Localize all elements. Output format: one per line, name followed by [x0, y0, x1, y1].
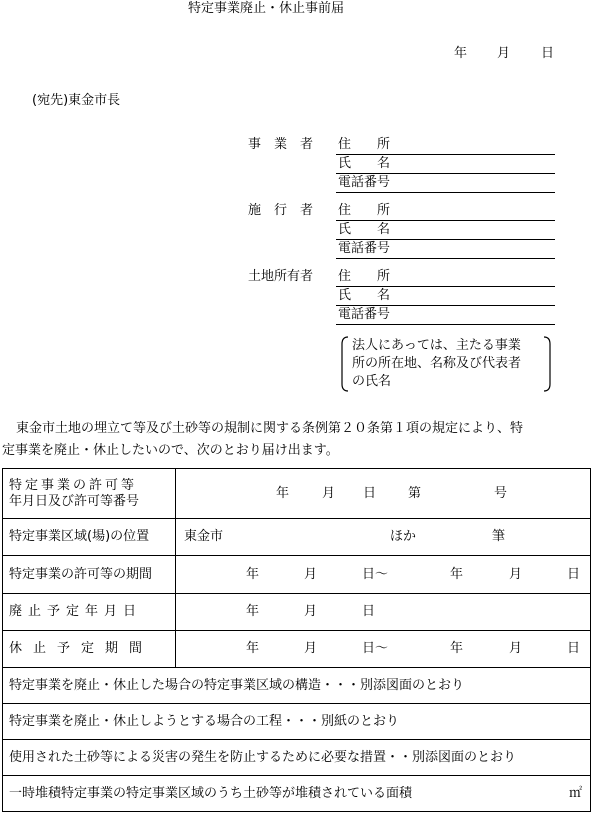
location-value-cell[interactable] [176, 519, 591, 556]
page-title: 特定事業廃止・休止事前届 [188, 1, 345, 16]
contractor-name-line [336, 239, 555, 240]
location-city: 東金市 [184, 529, 224, 544]
operator-address-label: 住 所 [338, 137, 391, 152]
suspend-end-day: 日 [567, 641, 581, 656]
location-hitsu: 筆 [492, 529, 506, 544]
suspend-row [3, 631, 591, 668]
operator-phone-line [336, 192, 555, 193]
operator-address-line [336, 154, 555, 155]
permit-label-line-1: 特定事業の許可等 [9, 477, 138, 493]
period-start-month: 月 [304, 566, 318, 582]
permit-label-cell [3, 469, 176, 519]
note-right-bracket [542, 336, 552, 392]
landowner-address-label: 住 所 [338, 269, 391, 284]
contractor-address-label: 住 所 [338, 203, 391, 218]
abolish-value-cell[interactable] [176, 594, 591, 631]
suspend-label-cell [3, 631, 176, 668]
landowner-name-label: 氏 名 [338, 288, 391, 303]
permit-year: 年 [276, 485, 290, 501]
process-row [3, 704, 591, 740]
contractor-phone-label: 電話番号 [338, 241, 391, 256]
abolish-label: 廃止予定年月日 [9, 604, 143, 619]
structure-row [3, 668, 591, 704]
location-row [3, 519, 591, 556]
abolish-row [3, 594, 591, 631]
period-row [3, 556, 591, 594]
suspend-start-month: 月 [304, 641, 318, 656]
note-line-2: 所の所在地、名称及び代表者 [352, 356, 522, 371]
period-end-month: 月 [509, 566, 523, 582]
contractor-name-label: 氏 名 [338, 222, 391, 237]
party-role-contractor: 施 行 者 [248, 203, 314, 218]
period-label-cell: 特定事業の許可等の期間 [3, 556, 176, 594]
note-left-bracket [340, 336, 350, 392]
suspend-start-day: 日～ [362, 641, 389, 656]
landowner-name-line [336, 305, 555, 306]
permit-label-line-2: 年月日及び許可等番号 [9, 493, 140, 509]
abolish-year: 年 [246, 604, 260, 619]
party-role-operator: 事 業 者 [248, 137, 314, 152]
note-line-1: 法人にあっては、主たる事業 [352, 338, 521, 353]
body-text-line-1: 東金市土地の埋立て等及び土砂等の規制に関する条例第２０条第１項の規定により、特 [16, 421, 524, 436]
date-year: 年 [454, 46, 468, 61]
abolish-day: 日 [362, 604, 376, 619]
suspend-start-year: 年 [246, 641, 260, 656]
location-hoka: ほか [390, 529, 417, 544]
date-month: 月 [497, 46, 511, 61]
notification-table [2, 468, 591, 812]
abolish-month: 月 [304, 604, 318, 619]
permit-dai: 第 [408, 485, 422, 501]
landowner-address-line [336, 286, 555, 287]
permit-day: 日 [363, 485, 377, 501]
abolish-label-cell [3, 594, 176, 631]
permit-month: 月 [322, 485, 336, 501]
operator-phone-label: 電話番号 [338, 175, 391, 190]
operator-name-line [336, 173, 555, 174]
period-start-day: 日～ [362, 566, 389, 582]
area-label: 一時堆積特定事業の特定事業区域のうち土砂等が堆積されている面積 [9, 785, 413, 801]
suspend-end-year: 年 [450, 641, 464, 656]
measures-row [3, 740, 591, 776]
contractor-address-line [336, 220, 555, 221]
note-line-3: の氏名 [352, 374, 392, 389]
structure-cell[interactable]: 特定事業を廃止・休止した場合の特定事業区域の構造・・・別添図面のとおり [3, 668, 591, 704]
location-label-cell: 特定事業区域(場)の位置 [3, 519, 176, 556]
date-day: 日 [541, 46, 555, 61]
permit-go: 号 [494, 485, 508, 501]
period-start-year: 年 [246, 566, 260, 582]
landowner-phone-label: 電話番号 [338, 307, 391, 322]
area-unit: ㎡ [568, 785, 582, 801]
party-role-landowner: 土地所有者 [248, 269, 314, 284]
suspend-value-cell[interactable] [176, 631, 591, 668]
body-text-line-2: 定事業を廃止・休止したいので、次のとおり届け出ます。 [2, 443, 339, 458]
operator-name-label: 氏 名 [338, 156, 391, 171]
period-end-day: 日 [567, 566, 581, 582]
suspend-label: 休止予定期間 [9, 641, 154, 656]
addressee: (宛先)東金市長 [32, 93, 121, 108]
area-cell[interactable] [3, 776, 591, 812]
measures-cell[interactable]: 使用された土砂等による災害の発生を防止するために必要な措置・・別添図面のとおり [3, 740, 591, 776]
area-row [3, 776, 591, 812]
permit-value-cell[interactable] [176, 469, 591, 519]
process-cell[interactable]: 特定事業を廃止・休止しようとする場合の工程・・・別紙のとおり [3, 704, 591, 740]
period-end-year: 年 [450, 566, 464, 582]
landowner-phone-line [336, 324, 555, 325]
permit-row [3, 469, 591, 519]
period-value-cell[interactable] [176, 556, 591, 594]
suspend-end-month: 月 [509, 641, 523, 656]
contractor-phone-line [336, 258, 555, 259]
